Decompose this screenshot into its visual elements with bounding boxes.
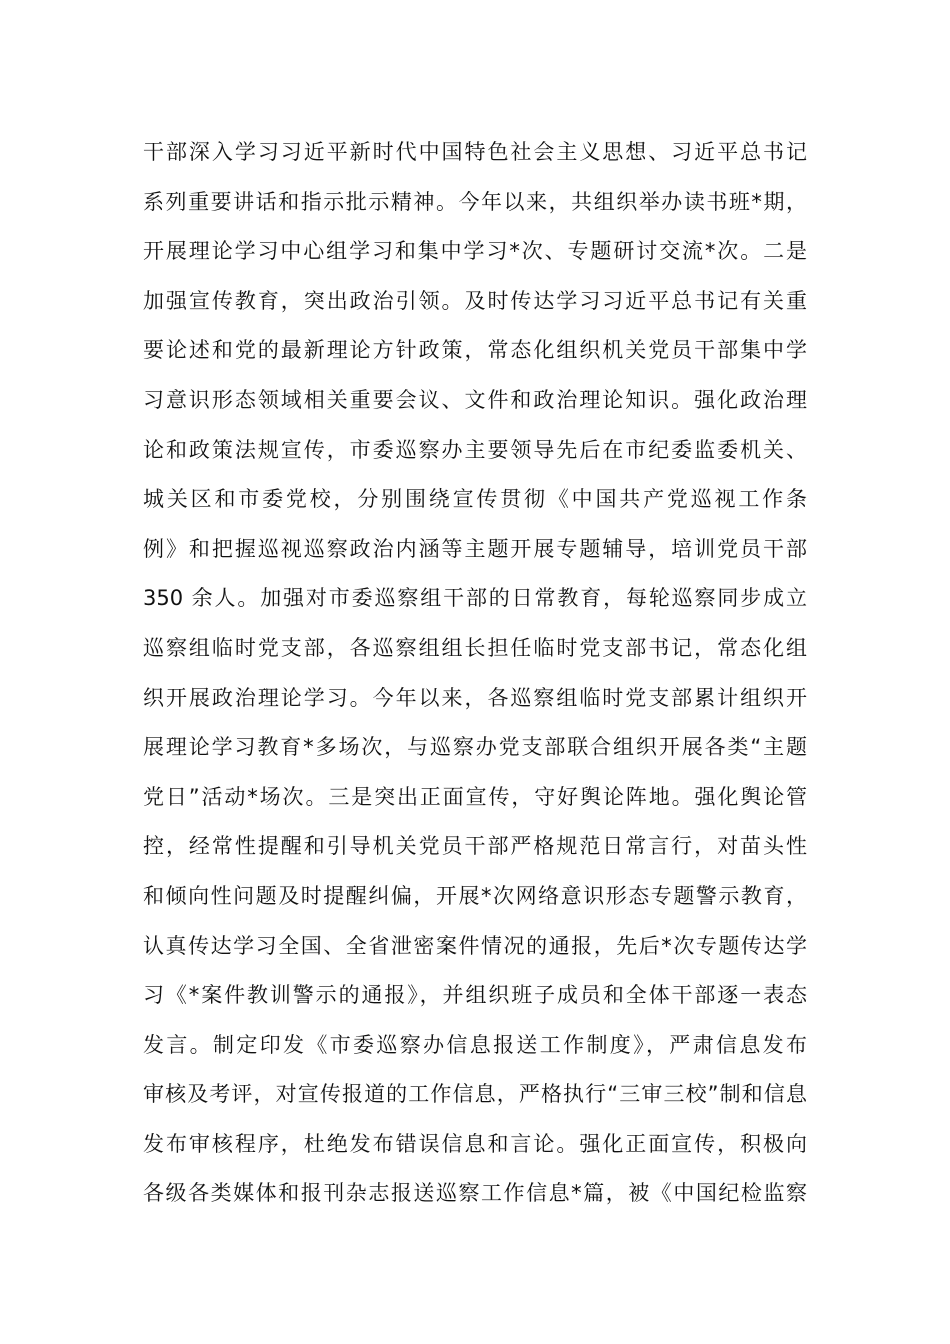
text-line: 例》和把握巡视巡察政治内涵等主题开展专题辅导，培训党员干部 <box>143 536 807 561</box>
text-line: 发布审核程序，杜绝发布错误信息和言论。强化正面宣传，积极向 <box>143 1131 807 1156</box>
text-line: 各级各类媒体和报刊杂志报送巡察工作信息*篇，被《中国纪检监察 <box>143 1181 807 1206</box>
text-line: 350 余人。加强对市委巡察组干部的日常教育，每轮巡察同步成立 <box>143 586 807 611</box>
text-line: 和倾向性问题及时提醒纠偏，开展*次网络意识形态专题警示教育， <box>143 883 807 908</box>
text-line: 党日”活动*场次。三是突出正面宣传，守好舆论阵地。强化舆论管 <box>143 784 807 809</box>
text-line: 系列重要讲话和指示批示精神。今年以来，共组织举办读书班*期， <box>143 189 807 214</box>
text-line: 展理论学习教育*多场次，与巡察办党支部联合组织开展各类“主题 <box>143 735 807 760</box>
text-line: 城关区和市委党校，分别围绕宣传贯彻《中国共产党巡视工作条 <box>143 487 807 512</box>
text-line: 干部深入学习习近平新时代中国特色社会主义思想、习近平总书记 <box>143 140 807 164</box>
text-line: 要论述和党的最新理论方针政策，常态化组织机关党员干部集中学 <box>143 338 807 363</box>
text-line: 审核及考评，对宣传报道的工作信息，严格执行“三审三校”制和信息 <box>143 1082 807 1107</box>
text-line: 认真传达学习全国、全省泄密案件情况的通报，先后*次专题传达学 <box>143 933 807 958</box>
text-line: 开展理论学习中心组学习和集中学习*次、专题研讨交流*次。二是 <box>143 239 807 264</box>
text-line: 织开展政治理论学习。今年以来，各巡察组临时党支部累计组织开 <box>143 685 807 710</box>
text-line: 加强宣传教育，突出政治引领。及时传达学习习近平总书记有关重 <box>143 288 807 313</box>
text-line: 巡察组临时党支部，各巡察组组长担任临时党支部书记，常态化组 <box>143 635 807 660</box>
text-line: 控，经常性提醒和引导机关党员干部严格规范日常言行，对苗头性 <box>143 834 807 859</box>
text-line: 论和政策法规宣传，市委巡察办主要领导先后在市纪委监委机关、 <box>143 437 807 462</box>
text-line: 发言。制定印发《市委巡察办信息报送工作制度》，严肃信息发布 <box>143 1032 807 1057</box>
text-line: 习《*案件教训警示的通报》，并组织班子成员和全体干部逐一表态 <box>143 983 807 1008</box>
body-text <box>143 128 807 1219</box>
text-line: 习意识形态领域相关重要会议、文件和政治理论知识。强化政治理 <box>143 387 807 412</box>
